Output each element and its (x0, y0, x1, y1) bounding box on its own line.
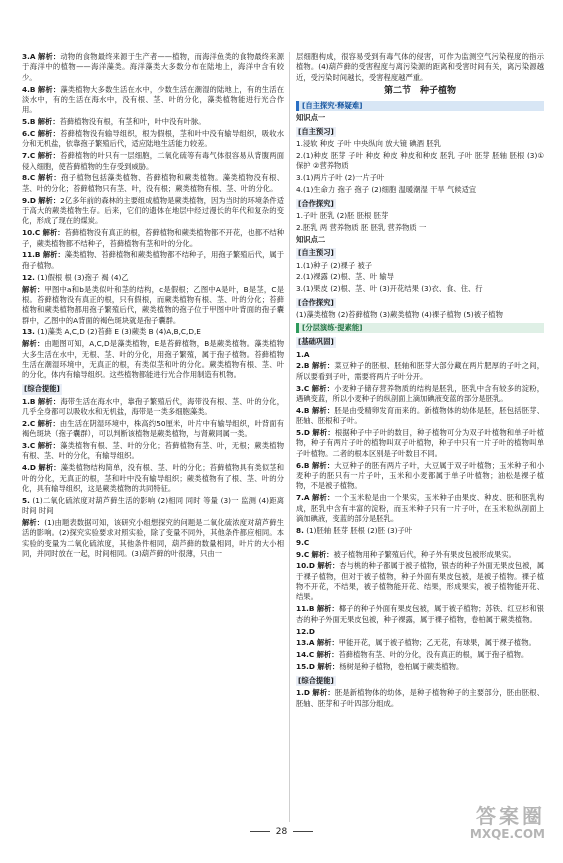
answer-text: 大豆种子的胚有两片子叶，大豆属于双子叶植物；玉米种子和小麦种子的胚只有一片子叶，玉米和小麦都属于单子叶植物；油松是裸子植物，不是被子植物。 (296, 460, 544, 491)
answer-list-right (296, 350, 544, 673)
answer-item (296, 662, 544, 672)
answer-number: 11.B (22, 250, 41, 260)
answer-item (22, 173, 284, 194)
answer-line: (1)藻类植物 (2)苔藓植物 (3)蕨类植物 (4)裸子植物 (5)被子植物 (296, 310, 503, 320)
answer-number: 8. (296, 525, 304, 535)
analysis-label: 解析： (38, 195, 61, 205)
top-margin (0, 0, 563, 48)
answer-item (22, 518, 284, 559)
answer-text: 藻类植物有根、茎、叶的分化；苔藓植物有茎、叶，无根；蕨类植物有根、茎、叶的分化，有输导组织。 (22, 441, 284, 461)
analysis-label: 解析： (311, 405, 335, 415)
analysis-label: 解析： (316, 638, 339, 648)
answer-text: 藻类植物大多数生活在水中，少数生活在潮湿的陆地上，有的生活在淡水中，有的生活在海水中，没有根、茎、叶的分化，藻类植物能进行光合作用。 (22, 84, 285, 115)
answer-line: 4.(1)生命力 孢子 孢子 (2)细胞 温暖潮湿 干旱 气候适宜 (296, 184, 477, 194)
analysis-label: 解析： (37, 173, 62, 183)
answer-text: 杏与桃的种子都属于被子植物，银杏的种子外面无果皮包被，属于裸子植物，但对于被子植物，种子外面有果皮包被，是被子植物。裸子植物不开花，不结果，被子植物能开花、结果，形成果实，被子植物能开花、结果。 (296, 561, 544, 602)
knowledge-point-2: 知识点二 (296, 234, 326, 244)
answer-number: 2.B (296, 361, 310, 371)
watermark-url: MXQE.COM (469, 827, 545, 841)
answer-text: 苔藓植物没有输导组织，根为假根，茎和叶中没有输导组织，吸收水分和无机盐，依靠孢子繁殖后代，适应陆地生活能力较差。 (22, 129, 284, 149)
answer-text: 被子植物用种子繁殖后代，种子外有果皮包被形成果实。 (333, 549, 516, 559)
subheading-comprehensive-right: [综合提能] (298, 675, 334, 685)
analysis-label: 解析： (317, 561, 340, 571)
answer-item (22, 463, 284, 494)
answer-number: 8.C (22, 173, 36, 183)
answer-list-left (22, 52, 284, 381)
band-layered-practice: [分层演练·提素能] (296, 323, 544, 333)
answer-text: 由题图可知，A,C,D是藻类植物，E是苔藓植物，B是蕨类植物。藻类植物大多生活在水中，无根、茎、叶的分化，用孢子繁殖，属于孢子植物。苔藓植物生活在潮湿环境中，无真正的根，有类似茎和叶的分化。蕨类植物有根、茎、叶的分化，体内有输导组织。这些植物都能进行光合作用制造有机物。 (22, 339, 284, 380)
analysis-label: 解析： (38, 463, 61, 473)
answer-text: 根据种子中子叶的数目，种子植物可分为双子叶植物和单子叶植物，种子有两片子叶的植物叫双子叶植物，种子中只有一片子叶的植物叫单子叶植物。二者的根本区别是子叶数目不同。 (296, 428, 544, 458)
answer-text: (1)二氧化硫浓度对葫芦藓生活的影响 (2)相同 同时 等量 (3)一 监测 (4)距离 时间 时间 (22, 495, 284, 516)
analysis-label: 解析： (42, 228, 65, 238)
subheading-preview-1: [自主预习] (298, 126, 334, 136)
analysis-label: 解析： (38, 52, 61, 61)
answer-item (296, 406, 544, 427)
answer-item (22, 285, 284, 326)
answer-number: 4.B (296, 405, 310, 415)
analysis-label: 解析： (37, 418, 60, 428)
analysis-label: 解析： (311, 460, 335, 470)
analysis-label: 解析： (316, 604, 339, 614)
answer-item (296, 650, 544, 660)
answer-item (296, 550, 544, 560)
answer-text: 藻类植物、苔藓植物和蕨类植物都不结种子，用孢子繁殖后代，属于孢子植物。 (22, 250, 285, 270)
answer-text: 苔藓植物有茎、叶的分化，没有真正的根，属于孢子植物。 (338, 650, 529, 660)
answer-text: 2亿多年前的森林的主要组成植物是蕨类植物，因为当时的环境条件适于高大的蕨类植物生存。后来，它们的遗体在地层中经过漫长的年代和复杂的变化，形成了现在的煤炭。 (22, 195, 285, 226)
answer-item (296, 627, 544, 637)
answer-text: 苔藓植物没有根，有茎和叶，叶中没有叶脉。 (59, 117, 206, 127)
answer-number: 7.A (296, 493, 310, 503)
subheading-preview-2: [自主预习] (298, 248, 334, 258)
answer-number: 1.D (296, 688, 310, 698)
answer-lines-4 (296, 310, 544, 320)
answer-text: 胚是由受精卵发育而来的。新植物体的幼体是胚，胚包括胚芽、胚轴、胚根和子叶。 (296, 405, 544, 426)
answer-number: 7.C (22, 151, 36, 161)
answer-number: 4.B (22, 84, 36, 94)
answer-item (22, 441, 284, 462)
watermark-text: 答案圈 (476, 804, 545, 828)
answer-number: 10.D (296, 561, 315, 571)
answer-number: 5. (22, 495, 30, 505)
answer-text: (1)胚轴 胚芽 胚根 (2)胚 (3)子叶 (306, 525, 413, 535)
page-dash-right (293, 831, 313, 832)
answer-number: 12.D (296, 626, 315, 636)
answer-text: 苔藓植物没有真正的根，苔藓植物和蕨类植物都不开花，也都不结种子，蕨类植物都不结种子，苔藓植物有茎和叶的分化。 (22, 228, 285, 248)
answer-number: 5.B (22, 117, 36, 127)
answer-number: 6.B (296, 460, 310, 470)
section-title: 第二节 种子植物 (383, 86, 456, 97)
answer-lines-3 (296, 261, 544, 295)
subheading-basic: [基础巩固] (298, 337, 334, 347)
answer-number: 2.C (22, 418, 36, 428)
answer-number: 9.D (22, 195, 36, 205)
answer-item (296, 526, 544, 536)
analysis-label: 解析： (37, 84, 61, 94)
page-dash-left (250, 831, 270, 832)
answer-text: (1)由题表数据可知，该研究小组想探究的问题是二氧化硫浓度对葫芦藓生活的影响。(2)探究实验要求对照实验，除了变量不同外，其他条件都应相同。本实验的变量为二氧化硫浓度，其他条件相同，葫芦藓的数量相同，叶片的大小相同，并同时放在一起，时间相同。(3)葫芦藓的叶很薄，只由一 (22, 518, 285, 559)
analysis-label: 解析： (311, 383, 335, 393)
analysis-label: 解析： (311, 361, 335, 371)
answer-item (296, 688, 544, 709)
answer-text: 一个玉米粒是由一个果实，玉米种子由果皮、种皮、胚和胚乳构成，胚乳中含有丰富的淀粉，而玉米种子只有一片子叶，在玉米粒纵剖面上滴加碘液，变蓝的部分是胚乳。 (296, 493, 544, 523)
answer-item (296, 638, 544, 648)
answer-item (296, 350, 544, 360)
analysis-label: 解析： (317, 662, 340, 672)
answer-text: 海带生活在海水中，靠孢子繁殖后代，海带没有根、茎、叶的分化，几乎全身都可以吸收水和无机盐，海带是一类多细胞藻类。 (22, 396, 285, 416)
answer-number: 13. (22, 327, 35, 337)
analysis-label: 解析： (22, 284, 45, 294)
answer-line: 1.子叶 胚乳 (2)胚 胚根 胚芽 (296, 211, 389, 221)
answer-number: 3.C (296, 383, 310, 393)
answer-text: 小麦种子储存营养物质的结构是胚乳，胚乳中含有较多的淀粉，遇碘变蓝，所以小麦种子的纵剖面上滴加碘液变蓝的部分是胚乳。 (296, 383, 545, 403)
answer-item (22, 397, 284, 418)
answer-list-left-2 (22, 397, 284, 560)
answer-item (296, 538, 544, 548)
answer-line: 2.胚乳 两 营养物质 胚 胚乳 营养物质 一 (296, 222, 427, 232)
analysis-label: 解析： (37, 117, 60, 127)
answer-number: 5.D (296, 428, 310, 438)
answer-list-right-2 (296, 688, 544, 709)
answer-line: 2.(1)种皮 胚芽 子叶 种皮 种皮 种皮和种皮 胚乳 子叶 胚芽 胚轴 胚根 (3)①保护 ②营养物质 (296, 150, 544, 171)
answer-number: 1.B (22, 396, 36, 406)
answer-text: 藻类植物结构简单，没有根、茎、叶的分化；苔藓植物具有类似茎和叶的分化，无真正的根，茎和叶中没有输导组织；蕨类植物有了根、茎、叶的分化，具有输导组织，这是蕨类植物的共同特征。 (22, 463, 285, 494)
knowledge-point-1: 知识点一 (296, 113, 326, 123)
analysis-label: 解析： (312, 428, 335, 438)
answer-lines-2 (296, 211, 544, 233)
answer-text: (1)假根 根 (3)孢子 褐 (4)乙 (37, 272, 129, 282)
answer-text: 胚是新植物体的幼体，是种子植物种子的主要部分，胚由胚根、胚轴、胚芽和子叶四部分组成。 (296, 688, 544, 708)
answer-item (22, 496, 284, 517)
answer-line: 1.(1)种子 (2)裸子 被子 (296, 260, 373, 270)
left-column (22, 52, 284, 561)
answer-item (22, 129, 284, 150)
answer-text: 孢子植物包括藻类植物、苔藓植物和蕨类植物。藻类植物没有根、茎、叶的分化；苔藓植物只有茎、叶，没有根；蕨类植物有根、茎、叶的分化。 (22, 173, 285, 193)
analysis-label: 解析： (42, 250, 65, 260)
band-self-explore: [自主探究·释疑难] (296, 101, 544, 111)
answer-item (296, 428, 544, 459)
answer-number: 9.C (296, 537, 310, 547)
answer-text: 动物的食物最终来源于生产者——植物，而海洋鱼类的食物最终来源于海洋中的植物——海洋藻类。海洋藻类大多数分布在陆地上，海洋中含有较少。 (22, 52, 285, 82)
answer-number: 4.D (22, 463, 36, 473)
analysis-label: 解析： (22, 339, 45, 349)
answer-number: 12. (22, 272, 35, 282)
answer-item (22, 151, 284, 172)
answer-number: 3.C (22, 441, 36, 451)
answer-number: 1.A (296, 349, 310, 359)
answer-number: 10.C (22, 228, 41, 238)
right-column (296, 52, 544, 711)
answer-text: 苔藓植物的叶只有一层细胞，二氧化硫等有毒气体很容易从背腹两面侵入细胞，使苔藓植物的生存受到威胁。 (22, 151, 284, 171)
analysis-label: 解析： (312, 688, 335, 698)
answer-item (22, 228, 284, 249)
analysis-label: 解析： (312, 493, 335, 503)
answer-item (296, 361, 544, 382)
watermark-logo (425, 806, 545, 854)
answer-item (22, 117, 284, 127)
answer-item (22, 327, 284, 337)
answer-text: 由生活在阴湿环境中，株高约50厘米，叶片中有输导组织，叶背面有褐色斑块（孢子囊群），可以判断该植物是蕨类植物，与肾蕨同属一类。 (22, 418, 284, 439)
section-subheading-comprehensive: [综合提能] (24, 384, 60, 394)
answer-item (22, 273, 284, 283)
analysis-label: 解析： (316, 650, 339, 660)
answer-text: 杨树是种子植物，卷柏属于蕨类植物。 (339, 662, 464, 672)
answer-item (22, 250, 284, 271)
answer-text: 甲能开花，属于被子植物；乙无花，有球果，属于裸子植物。 (338, 638, 536, 648)
answer-item (296, 461, 544, 492)
answer-item (22, 196, 284, 227)
page-number-text: 28 (275, 827, 288, 837)
analysis-label: 解析： (37, 151, 61, 161)
subheading-coop-2: [合作探究] (298, 298, 334, 308)
answer-number: 15.D (296, 662, 315, 672)
answer-item (296, 384, 544, 405)
answer-number: 6.C (22, 129, 36, 139)
answer-line: 3.(1)两片子叶 (2)一片子叶 (296, 173, 385, 182)
answer-item (296, 561, 544, 602)
analysis-label: 解析： (37, 129, 61, 139)
analysis-label: 解析： (37, 441, 61, 451)
answer-item (22, 85, 284, 116)
answer-lines-1 (296, 139, 544, 195)
answer-number: 9.C (296, 549, 310, 559)
answer-number: 13.A (296, 638, 315, 648)
answer-line: 1.浸软 种皮 子叶 中央纵向 放大镜 碘酒 胚乳 (296, 138, 441, 148)
analysis-label: 解析： (37, 396, 61, 406)
answer-item (22, 52, 284, 83)
continued-explanation: 层细胞构成，很容易受到有毒气体的侵害，可作为监测空气污染程度的指示植物。(4)葫芦藓的受害程度与离污染源的距离和受害时间有关，离污染源越近，受污染时间越长，受害程度越严重。 (296, 52, 544, 82)
answer-item (22, 419, 284, 440)
analysis-label: 解析： (22, 518, 45, 528)
answer-text: (1)藻类 A,C,D (2)苔藓 E (3)蕨类 B (4)A,B,C,D,E (37, 327, 201, 337)
answer-item (296, 604, 544, 625)
answer-line: 2.(1)裸露 (2)根、茎、叶 输导 (296, 272, 394, 282)
subheading-coop-1: [合作探究] (298, 198, 334, 208)
answer-item (296, 493, 544, 524)
answer-line: 3.(1)果皮 (2)根、茎、叶 (3)开花结果 (3)衣、食、住、行 (296, 284, 483, 294)
answer-number: 14.C (296, 650, 315, 660)
answer-number: 11.B (296, 604, 315, 614)
answer-text: 椰子的种子外面有果皮包被，属于被子植物；苏铁、红豆杉和银杏的种子外面无果皮包被，种子裸露，属于裸子植物，卷柏属于蕨类植物。 (296, 604, 544, 624)
column-divider (289, 52, 290, 822)
answer-item (22, 339, 284, 380)
answer-text: 甲图中a和b是类似叶和茎的结构，c是假根；乙图中A是叶，B是茎，C是根。苔藓植物没有真正的根，只有假根，而蕨类植物有根、茎、叶的分化；苔藓植物和蕨类植物都用孢子繁殖后代，蕨类植物的孢子位于甲图中叶背面的孢子囊群中，乙图中的A背面的褐色斑块就是孢子囊群。 (22, 284, 284, 325)
answer-text: 菜豆种子的胚根、胚轴和胚芽大部分藏在两片肥厚的子叶之间，所以要看到子叶，需要将两片子叶分开。 (296, 361, 544, 381)
analysis-label: 解析： (311, 549, 334, 559)
answer-number: 3.A (22, 52, 36, 61)
